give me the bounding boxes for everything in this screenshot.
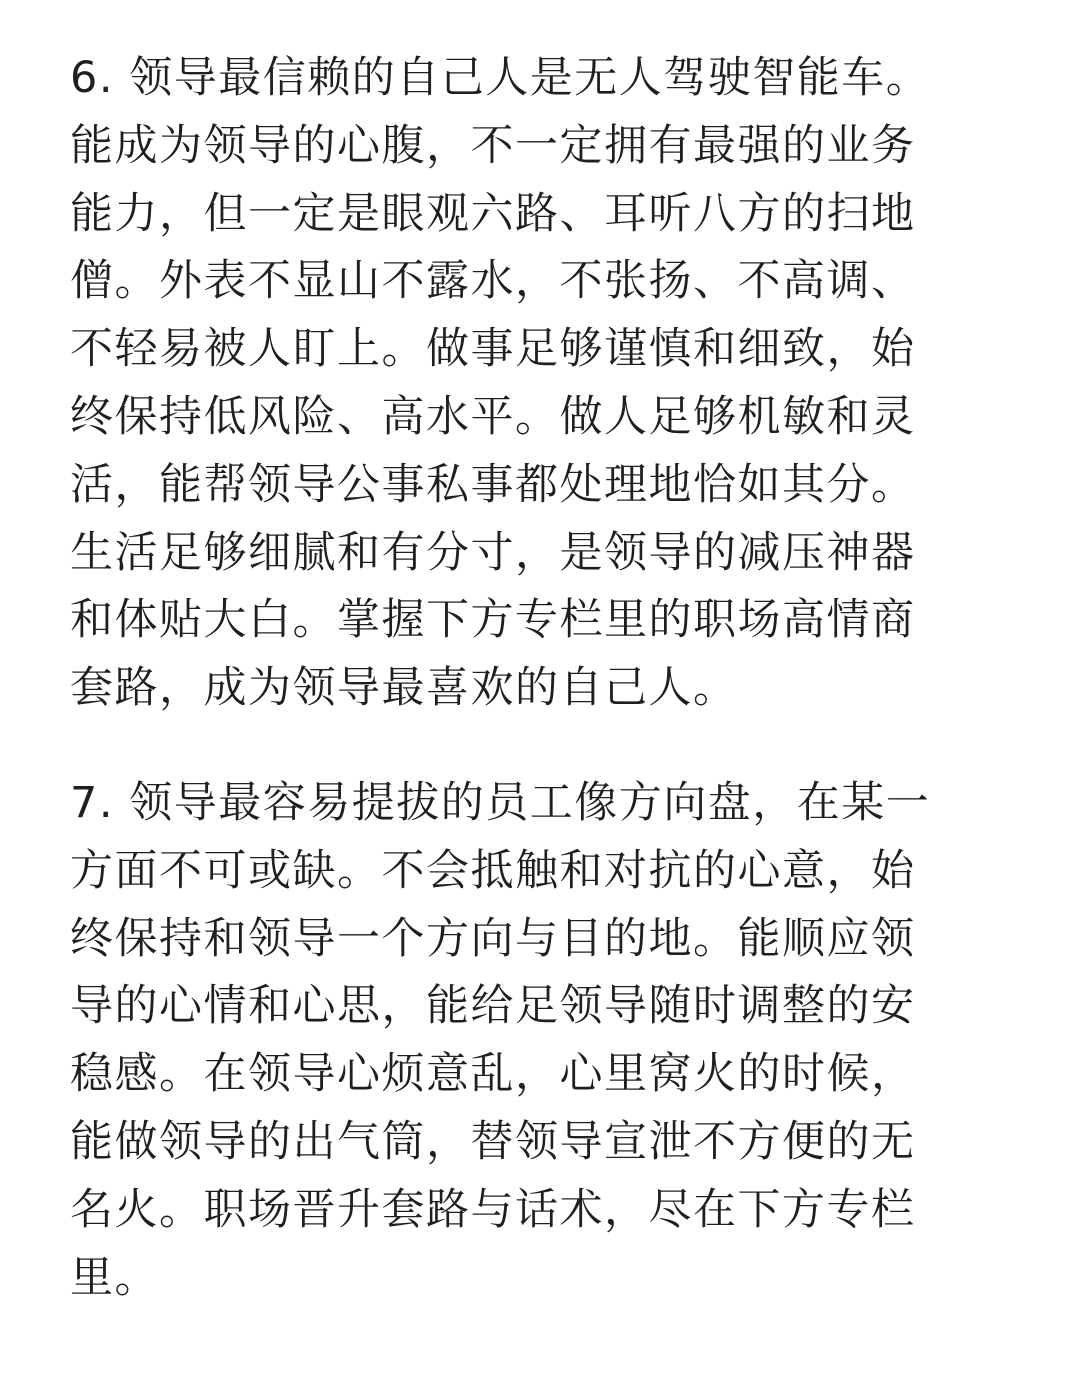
text-line: 终保持和领导一个方向与目的地。能顺应领 bbox=[70, 913, 916, 964]
text-line: 活，能帮领导公事私事都处理地恰如其分。 bbox=[70, 459, 916, 510]
text-line: 导的心情和心思，能给足领导随时调整的安 bbox=[70, 981, 916, 1032]
text-line: 和体贴大白。掌握下方专栏里的职场高情商 bbox=[70, 595, 916, 646]
text-line: 僧。外表不显山不露水，不张扬、不高调、 bbox=[70, 256, 916, 307]
text-line: 能做领导的出气筒，替领导宣泄不方便的无 bbox=[70, 1116, 916, 1167]
text-line: 稳感。在领导心烦意乱，心里窝火的时候， bbox=[70, 1049, 916, 1100]
text-line: 生活足够细腻和有分寸，是领导的减压神器 bbox=[70, 527, 916, 578]
text-line: 里。 bbox=[70, 1252, 159, 1303]
text-line: 套路，成为领导最喜欢的自己人。 bbox=[70, 663, 738, 714]
text-line: 终保持低风险、高水平。做人足够机敏和灵 bbox=[70, 391, 916, 442]
text-line: 不轻易被人盯上。做事足够谨慎和细致，始 bbox=[70, 324, 916, 375]
paragraph-6 bbox=[70, 45, 1010, 723]
paragraph-7 bbox=[70, 770, 1010, 1312]
text-line: 7. 领导最容易提拔的员工像方向盘，在某一 bbox=[70, 778, 931, 828]
text-line: 方面不可或缺。不会抵触和对抗的心意，始 bbox=[70, 845, 916, 896]
text-line: 6. 领导最信赖的自己人是无人驾驶智能车。 bbox=[70, 53, 931, 103]
text-line: 能力，但一定是眼观六路、耳听八方的扫地 bbox=[70, 188, 916, 239]
text-line: 能成为领导的心腹，不一定拥有最强的业务 bbox=[70, 120, 916, 171]
text-line: 名火。职场晋升套路与话术，尽在下方专栏 bbox=[70, 1184, 916, 1235]
